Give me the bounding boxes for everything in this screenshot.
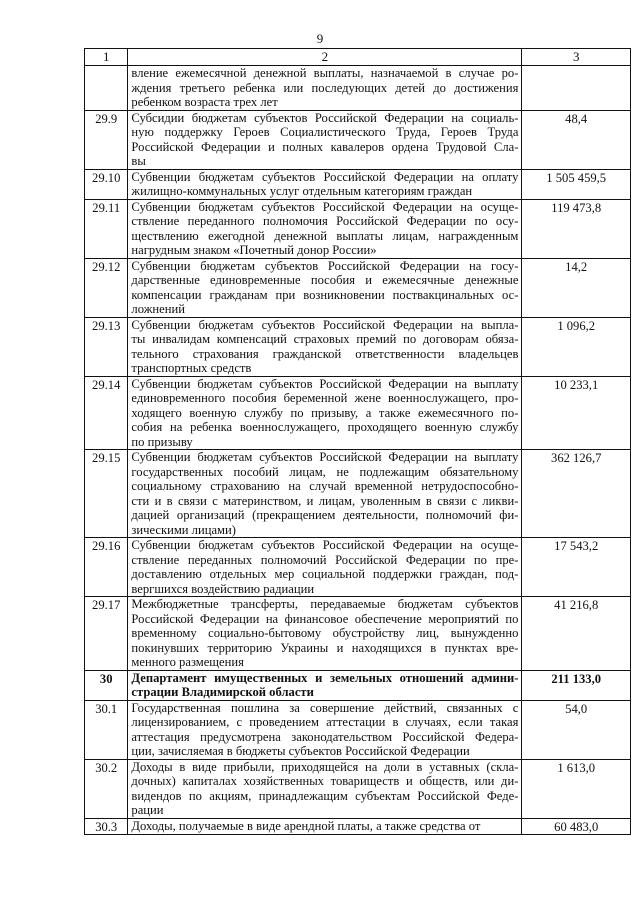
description-line: зическими лицами) — [131, 522, 236, 537]
row-description — [128, 169, 522, 199]
header-col-3: 3 — [522, 49, 631, 66]
description-line: Субвенции бюджетам субъектов Российской Федерации на выпла- — [131, 317, 519, 332]
row-amount: 1 096,2 — [522, 317, 631, 376]
table-row — [85, 199, 631, 258]
row-number: 29.17 — [85, 597, 128, 671]
row-description — [128, 376, 522, 450]
description-line: единовременного пособия беременной жене военнослужащего, про- — [131, 391, 519, 405]
page-number: 9 — [316, 31, 324, 46]
table-row — [85, 670, 631, 700]
description-line: дарственные единовременные пособия и ежемесячные денежные — [131, 273, 519, 287]
description-line: Доходы, получаемые в виде арендной платы, а также средства от — [131, 818, 481, 833]
description-line: нагрудным знаком «Почетный донор России» — [131, 243, 377, 257]
description-line: Государственная пошлина за совершение действий, связанных с — [131, 700, 519, 715]
description-line: Субвенции бюджетам субъектов Российской Федерации на осуще- — [131, 199, 519, 214]
row-description — [128, 450, 522, 538]
description-line: ствление переданного полномочия Российской Федерации по осу- — [131, 214, 519, 228]
description-line: ребенком возраста трех лет — [131, 95, 278, 109]
description-line: ты инвалидам компенсаций страховых премий по договорам обяза- — [131, 332, 519, 346]
description-line: аттестация предусмотрена законодательством Российской Федера- — [131, 729, 519, 744]
description-line: ную поддержку Героев Социалистического Труда, Героев Труда — [131, 125, 519, 139]
row-amount: 60 483,0 — [522, 818, 631, 835]
row-description — [128, 199, 522, 258]
description-line: Субвенции бюджетам субъектов Российской Федерации на оплату — [131, 169, 519, 184]
header-col-2: 2 — [128, 49, 522, 66]
row-amount: 10 233,1 — [522, 376, 631, 450]
table-row — [85, 110, 631, 169]
row-amount: 1 613,0 — [522, 759, 631, 818]
row-number: 29.9 — [85, 110, 128, 169]
table-row — [85, 700, 631, 759]
row-number: 30.2 — [85, 759, 128, 818]
description-line: ходящего военную службу по призыву, а также ежемесячного по- — [131, 405, 519, 420]
table-row — [85, 317, 631, 376]
row-number — [85, 66, 128, 111]
row-description — [128, 258, 522, 317]
description-line: социальному страхованию на случай временной нетрудоспособно- — [131, 479, 519, 493]
row-number: 29.16 — [85, 538, 128, 597]
description-line: Субвенции бюджетам субъектов Российской Федерации на выплату — [131, 376, 519, 391]
description-line: вергшихся воздействию радиации — [131, 581, 315, 596]
description-line: доставлению отдельных мер социальной поддержки граждан, под- — [131, 567, 519, 581]
description-line: Субвенции бюджетам субъектов Российской Федерации на выплату — [131, 450, 519, 464]
row-description — [128, 538, 522, 597]
description-line: Российской Федерации на финансовое обеспечение мероприятий по — [131, 611, 519, 626]
row-amount: 48,4 — [522, 110, 631, 169]
row-amount: 17 543,2 — [522, 538, 631, 597]
row-description — [128, 670, 522, 700]
row-amount — [522, 66, 631, 111]
description-line: Доходы в виде прибыли, приходящейся на доли в уставных (скла- — [131, 759, 519, 774]
row-amount: 119 473,8 — [522, 199, 631, 258]
row-description — [128, 597, 522, 671]
table-row — [85, 450, 631, 538]
description-line: вы — [131, 154, 146, 168]
description-line: ложнений — [131, 302, 185, 316]
row-description — [128, 110, 522, 169]
row-amount: 1 505 459,5 — [522, 169, 631, 199]
row-number: 29.11 — [85, 199, 128, 258]
row-number: 30 — [85, 670, 128, 700]
description-line: Межбюджетные трансферты, передаваемые бюджетам субъектов — [131, 597, 519, 611]
row-description — [128, 317, 522, 376]
table-row — [85, 169, 631, 199]
description-line: Субвенции бюджетам субъектов Российской Федерации на осуще- — [131, 538, 519, 552]
row-number: 29.14 — [85, 376, 128, 450]
row-number: 29.15 — [85, 450, 128, 538]
table-row — [85, 538, 631, 597]
table-row — [85, 759, 631, 818]
description-line: государственных пособий лицам, не подлежащим обязательному — [131, 464, 519, 479]
budget-table — [84, 48, 631, 835]
description-line: дочных) капиталах хозяйственных товариществ и обществ, или ди- — [131, 774, 519, 788]
description-line: по призыву — [131, 434, 193, 449]
table-row — [85, 376, 631, 450]
row-number: 29.10 — [85, 169, 128, 199]
description-line: Российской Федерации и полных кавалеров ордена Трудовой Сла- — [131, 139, 519, 154]
row-description — [128, 818, 522, 835]
description-line: ции, зачисляемая в бюджеты субъектов Российской Федерации — [131, 744, 470, 758]
description-line: транспортных средств — [131, 361, 252, 375]
description-line: ствление переданных полномочий Российской Федерации по пре- — [131, 552, 519, 567]
description-line: покинувших территорию Украины и находящихся в пунктах вре- — [131, 640, 519, 655]
row-description — [128, 759, 522, 818]
description-line: ществлению ежегодной денежной выплаты лицам, награжденным — [131, 228, 519, 243]
description-line: жилищно-коммунальных услуг отдельным категориям граждан — [131, 184, 473, 198]
table-row — [85, 258, 631, 317]
row-number: 30.3 — [85, 818, 128, 835]
table-header-row — [85, 49, 631, 66]
description-line: собия на ребенка военнослужащего, проходящего военную службу — [131, 420, 519, 434]
row-number: 29.13 — [85, 317, 128, 376]
row-amount: 41 216,8 — [522, 597, 631, 671]
description-line: сти и в связи с материнством, и лицам, уволенным в связи с ликви- — [131, 493, 519, 508]
description-line: менного размещения — [131, 655, 244, 669]
description-line: лицензированием, с проведением аттестации в случаях, если такая — [131, 715, 519, 729]
row-amount: 362 126,7 — [522, 450, 631, 538]
row-description — [128, 700, 522, 759]
header-col-1: 1 — [85, 49, 128, 66]
description-line: компенсации гражданам при возникновении поствакцинальных ос- — [131, 287, 519, 302]
description-line: дацией организаций (прекращением деятельности, полномочий фи- — [131, 508, 519, 522]
description-line: временному социально-бытовому обустройству лиц, вынужденно — [131, 626, 519, 640]
row-amount: 14,2 — [522, 258, 631, 317]
table-row — [85, 818, 631, 835]
description-line: рации — [131, 803, 164, 817]
description-line: Субвенции бюджетам субъектов Российской Федерации на госу- — [131, 258, 519, 273]
table-row — [85, 66, 631, 111]
table-row — [85, 597, 631, 671]
description-line: Субсидии бюджетам субъектов Российской Федерации на социаль- — [131, 110, 519, 125]
description-line: тельного страхования гражданской ответственности владельцев — [131, 346, 519, 361]
row-number: 30.1 — [85, 700, 128, 759]
description-line: страции Владимирской области — [131, 685, 314, 699]
row-number: 29.12 — [85, 258, 128, 317]
description-line: видендов по акциям, принадлежащим субъектам Российской Феде- — [131, 788, 519, 803]
description-line: Департамент имущественных и земельных отношений админи- — [131, 670, 519, 685]
row-amount: 211 133,0 — [522, 670, 631, 700]
description-line: вление ежемесячной денежной выплаты, назначаемой в случае ро- — [131, 66, 519, 80]
row-amount: 54,0 — [522, 700, 631, 759]
description-line: ждения третьего ребенка или последующих детей до достижения — [131, 80, 519, 95]
row-description — [128, 66, 522, 111]
